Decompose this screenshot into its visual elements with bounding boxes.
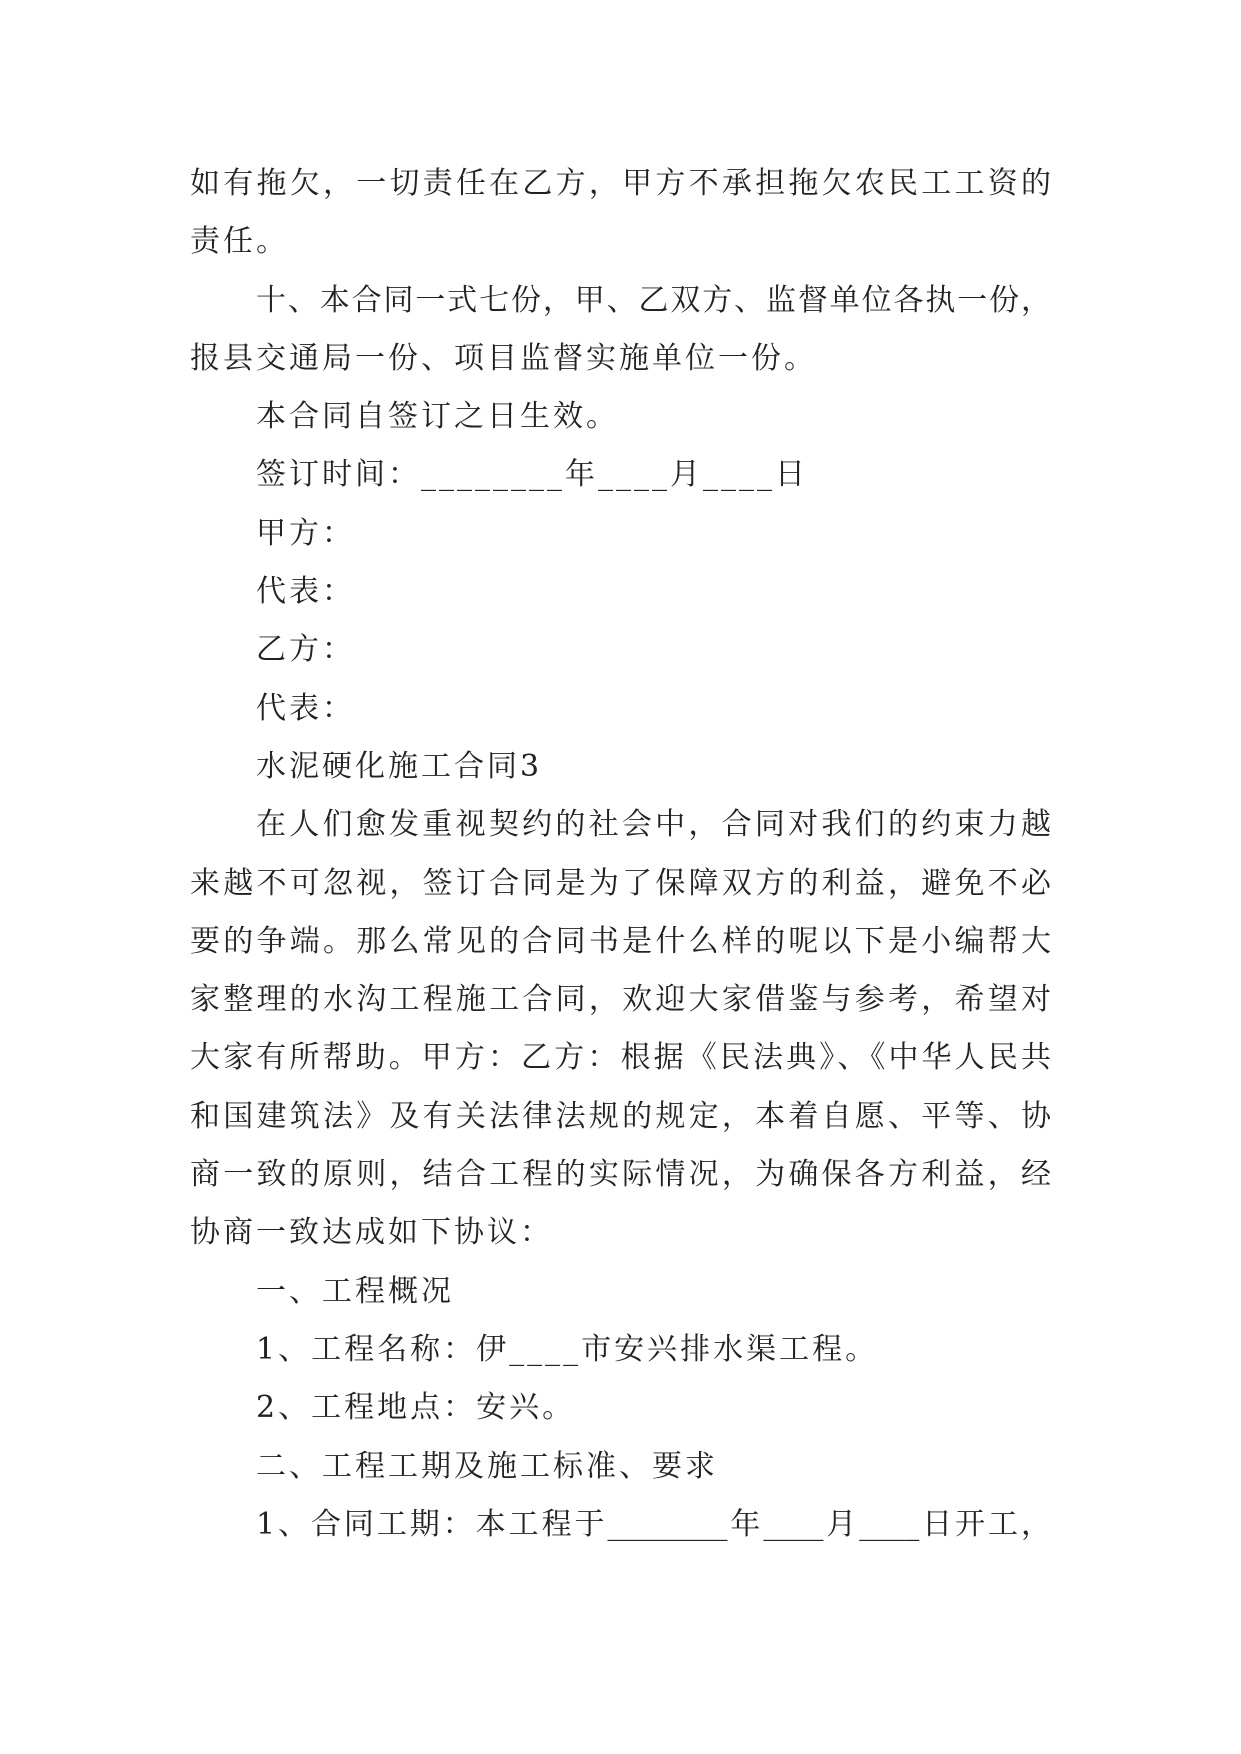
party-b-label: 乙方： — [256, 632, 355, 668]
paragraph-line: 和国建筑法》及有关法律法规的规定，本着自愿、平等、协 — [190, 1098, 1051, 1134]
clause-ten-line: 报县交通局一份、项目监督实施单位一份。 — [190, 340, 817, 376]
paragraph-line: 协商一致达成如下协议： — [190, 1215, 553, 1251]
heading-project-overview: 一、工程概况 — [256, 1273, 454, 1309]
paragraph-line: 来越不可忽视，签订合同是为了保障双方的利益，避免不必 — [190, 865, 1051, 901]
section-title: 水泥硬化施工合同3 — [256, 748, 543, 784]
party-a-representative-label: 代表： — [256, 574, 355, 610]
project-name-line: 1、工程名称：伊____市安兴排水渠工程。 — [256, 1331, 879, 1367]
clause-text-line: 如有拖欠，一切责任在乙方，甲方不承担拖欠农民工工资的 — [190, 166, 1051, 201]
heading-schedule-standards: 二、工程工期及施工标准、要求 — [256, 1448, 718, 1484]
signing-date-line: 签订时间：________年____月____日 — [256, 457, 808, 493]
party-b-representative-label: 代表： — [256, 690, 355, 726]
party-a-label: 甲方： — [256, 515, 355, 551]
paragraph-line: 大家有所帮助。甲方：乙方：根据《民法典》、《中华人民共 — [190, 1040, 1051, 1076]
contract-period-line: 1、合同工期：本工程于________年____月____日开工， — [256, 1506, 1051, 1542]
effective-clause: 本合同自签订之日生效。 — [256, 399, 619, 435]
paragraph-line: 要的争端。那么常见的合同书是什么样的呢以下是小编帮大 — [190, 923, 1051, 959]
paragraph-line: 家整理的水沟工程施工合同，欢迎大家借鉴与参考，希望对 — [190, 982, 1051, 1018]
document-body — [190, 155, 1051, 1554]
paragraph-line: 在人们愈发重视契约的社会中，合同对我们的约束力越 — [256, 807, 1051, 843]
clause-ten-line: 十、本合同一式七份，甲、乙双方、监督单位各执一份， — [256, 282, 1051, 318]
paragraph-line: 商一致的原则，结合工程的实际情况，为确保各方利益，经 — [190, 1157, 1051, 1193]
project-location-line: 2、工程地点：安兴。 — [256, 1390, 576, 1426]
clause-text-line: 责任。 — [190, 224, 289, 260]
